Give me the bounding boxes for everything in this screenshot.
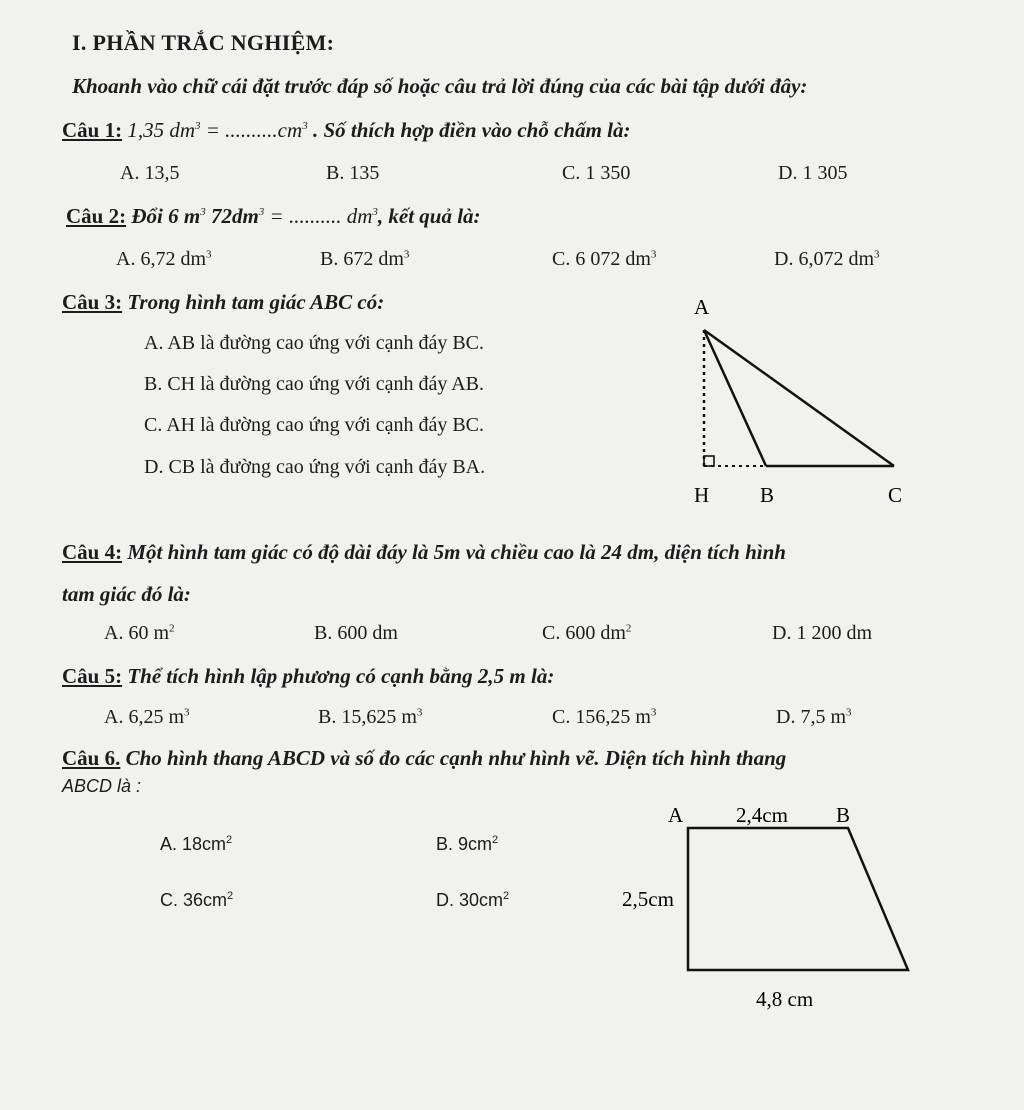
question-4-text-line2: tam giác đó là:	[62, 582, 191, 606]
q1-option-d[interactable]: D. 1 305	[778, 162, 848, 184]
q3-option-c[interactable]: C. AH là đường cao ứng với cạnh đáy BC.	[144, 414, 485, 436]
q2-option-c[interactable]: C. 6 072 $dm^3$	[552, 248, 657, 270]
question-1-text-c: . Số thích hợp điền vào chỗ chấm là:	[307, 118, 631, 142]
question-6-text-line2: ABCD là :	[62, 776, 142, 796]
question-2: Câu 2: Đổi 6 $m^3$ $72dm^3$ = .......... $dm^3$, kết quả là:	[66, 204, 481, 228]
question-5-label: Câu 5:	[62, 664, 123, 688]
q5-option-b[interactable]: B. 15,625 $m^3$	[318, 706, 423, 728]
q1-option-c[interactable]: C. 1 350	[562, 162, 631, 184]
q1-option-b[interactable]: B. 135	[326, 162, 380, 184]
q6-option-d[interactable]: D. $30cm^2$	[436, 890, 510, 910]
q6-option-c[interactable]: C. $36cm^2$	[160, 890, 234, 910]
question-1-label: Câu 1:	[62, 118, 123, 142]
question-5	[62, 664, 554, 689]
question-3-text: Trong hình tam giác ABC có:	[127, 290, 385, 314]
q6-option-b[interactable]: B. $9cm^2$	[436, 834, 499, 854]
vertex-a-label: A	[668, 803, 684, 827]
q5-option-c[interactable]: C. 156,25 $m^3$	[552, 706, 657, 728]
side-ab	[704, 330, 766, 466]
question-6	[62, 746, 786, 771]
question-3	[62, 290, 384, 315]
question-2-label: Câu 2:	[66, 204, 127, 228]
left-side-label: 2,5cm	[622, 887, 674, 911]
vertex-c-label: C	[888, 483, 903, 507]
question-4-text-line1: Một hình tam giác có độ dài đáy là 5m và chiều cao là 24 dm, diện tích hình	[127, 540, 786, 564]
right-angle-mark	[704, 456, 714, 466]
section-title: I. PHẦN TRẮC NGHIỆM:	[72, 30, 335, 55]
q3-option-a[interactable]: A. AB là đường cao ứng với cạnh đáy BC.	[144, 332, 485, 354]
question-1-text-b: = ..........cm	[200, 118, 303, 142]
vertex-a-label: A	[694, 295, 710, 319]
question-5-text: Thể tích hình lập phương có cạnh bằng 2,5 m là:	[127, 664, 555, 688]
question-1: Câu 1: 1,35 $dm^3 = ..........cm^3$ . Số thích hợp điền vào chỗ chấm là:	[62, 118, 631, 142]
q3-option-b[interactable]: B. CH là đường cao ứng với cạnh đáy AB.	[144, 373, 485, 395]
q3-option-d[interactable]: D. CB là đường cao ứng với cạnh đáy BA.	[144, 456, 486, 478]
instruction: Khoanh vào chữ cái đặt trước đáp số hoặc câu trả lời đúng của các bài tập dưới đây:	[72, 74, 808, 98]
q2-option-d[interactable]: D. 6,072 $dm^3$	[774, 248, 880, 270]
q4-option-a[interactable]: A. 60 $m^2$	[104, 622, 175, 644]
question-1-text-a: 1,35 dm	[127, 118, 196, 142]
top-side-label: 2,4cm	[736, 803, 788, 827]
q6-option-a[interactable]: A. $18cm^2$	[160, 834, 233, 854]
q4-option-d[interactable]: D. 1 200 dm	[772, 622, 872, 644]
side-ac	[704, 330, 894, 466]
triangle-figure	[680, 290, 920, 520]
q2-option-b[interactable]: B. 672 $dm^3$	[320, 248, 410, 270]
q4-option-c[interactable]: C. 600 $dm^2$	[542, 622, 632, 644]
vertex-h-label: H	[694, 483, 710, 507]
q5-option-d[interactable]: D. 7,5 $m^3$	[776, 706, 852, 728]
bottom-side-label: 4,8 cm	[756, 987, 814, 1011]
q2-option-a[interactable]: A. 6,72 $dm^3$	[116, 248, 212, 270]
question-3-label: Câu 3:	[62, 290, 123, 314]
question-6-text-line1: Cho hình thang ABCD và số đo các cạnh như hình vẽ. Diện tích hình thang	[125, 746, 787, 770]
trapezoid-shape	[688, 828, 908, 970]
vertex-b-label: B	[836, 803, 851, 827]
question-4-label: Câu 4:	[62, 540, 123, 564]
q1-option-a[interactable]: A. 13,5	[120, 162, 180, 184]
trapezoid-figure	[618, 800, 918, 1020]
question-4	[62, 540, 786, 565]
q5-option-a[interactable]: A. 6,25 $m^3$	[104, 706, 190, 728]
vertex-b-label: B	[760, 483, 775, 507]
q4-option-b[interactable]: B. 600 dm	[314, 622, 398, 644]
question-6-label: Câu 6.	[62, 746, 121, 770]
